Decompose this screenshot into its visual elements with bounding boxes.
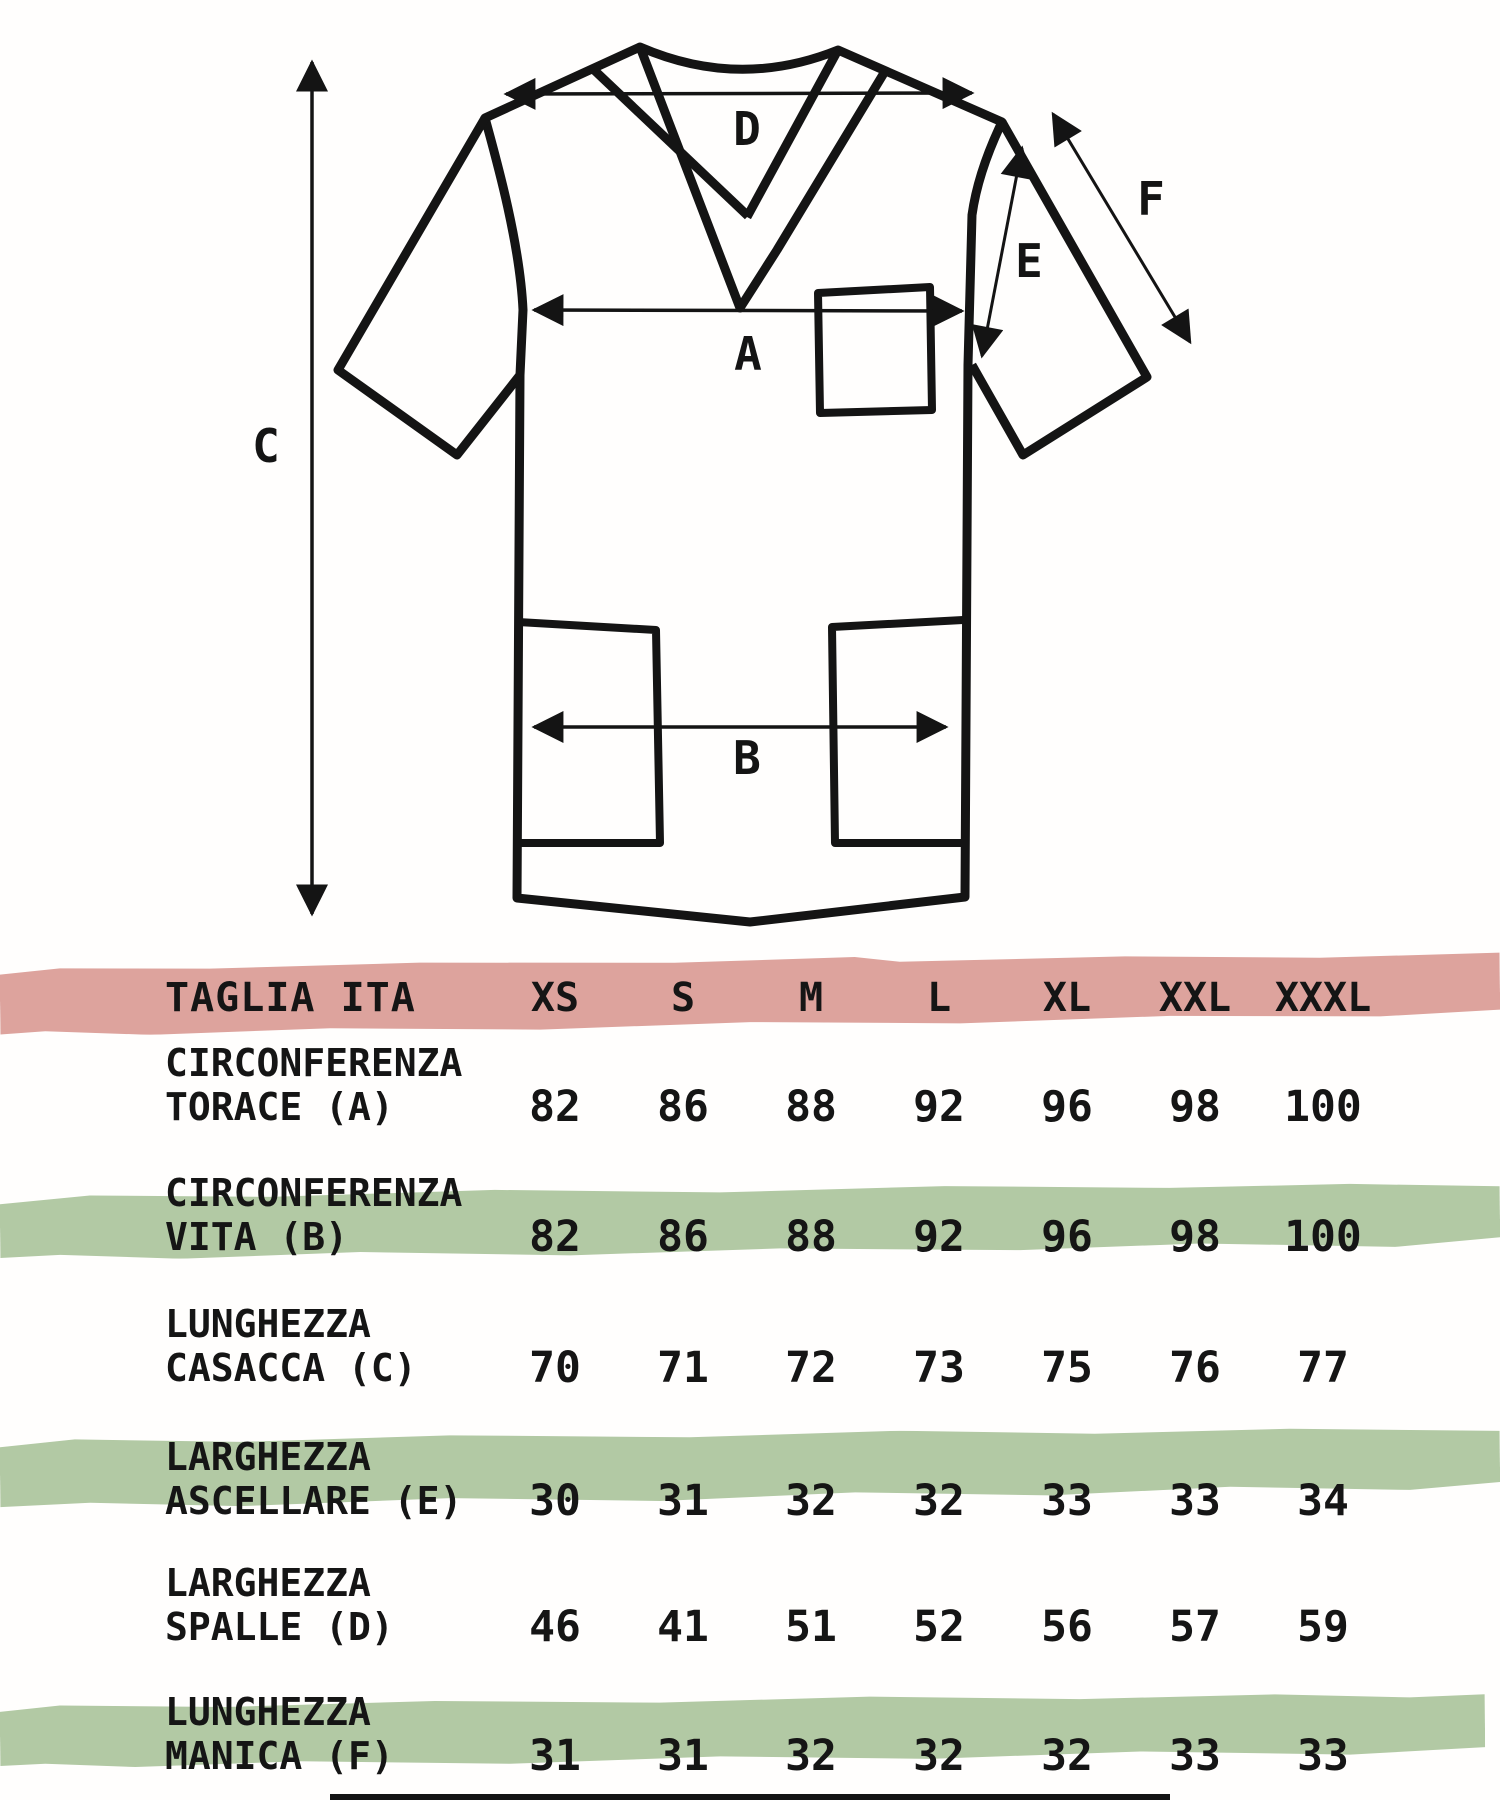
size-column-header: XXXL	[1274, 974, 1372, 1021]
size-column-header: S	[670, 974, 696, 1021]
value-cell: 51	[785, 1602, 837, 1652]
table-header-label: TAGLIA ITA	[165, 974, 416, 1021]
value-cell: 59	[1297, 1602, 1349, 1652]
value-cell: 52	[913, 1602, 965, 1652]
table-row-spalle-d	[0, 1561, 1500, 1652]
value-cell: 98	[1169, 1082, 1221, 1132]
row-label-line2: SPALLE (D)	[165, 1605, 394, 1649]
value-cell: 100	[1284, 1212, 1362, 1262]
chest-pocket	[818, 287, 932, 413]
value-cell: 31	[657, 1731, 709, 1781]
value-cell: 75	[1041, 1343, 1093, 1393]
label-sleeve-F: F	[1137, 172, 1165, 226]
value-cell: 98	[1169, 1212, 1221, 1262]
value-cell: 100	[1284, 1082, 1362, 1132]
size-column-header: XL	[1042, 974, 1092, 1021]
value-cell: 86	[657, 1212, 709, 1262]
size-column-header: XXL	[1158, 974, 1232, 1021]
size-column-header: XS	[530, 974, 580, 1021]
value-cell: 31	[529, 1731, 581, 1781]
row-label-line2: CASACCA (C)	[165, 1346, 417, 1390]
table-row-torace-a	[0, 1041, 1500, 1132]
label-chest-A: A	[734, 327, 762, 381]
waist-pocket-right	[832, 620, 963, 843]
waist-pocket-left	[517, 622, 660, 843]
value-cell: 86	[657, 1082, 709, 1132]
row-label-line1: CIRCONFERENZA	[165, 1171, 463, 1215]
value-cell: 70	[529, 1343, 581, 1393]
value-cell: 88	[785, 1212, 837, 1262]
value-cell: 73	[913, 1343, 965, 1393]
value-cell: 46	[529, 1602, 581, 1652]
value-cell: 72	[785, 1343, 837, 1393]
value-cell: 71	[657, 1343, 709, 1393]
row-label-line1: CIRCONFERENZA	[165, 1041, 463, 1085]
value-cell: 34	[1297, 1476, 1349, 1526]
value-cell: 82	[529, 1212, 581, 1262]
row-label-line1: LARGHEZZA	[165, 1435, 371, 1479]
row-label-line2: VITA (B)	[165, 1215, 349, 1259]
left-sleeve	[338, 118, 520, 455]
value-cell: 32	[785, 1731, 837, 1781]
value-cell: 33	[1169, 1476, 1221, 1526]
bottom-crop-line	[330, 1794, 1170, 1800]
tunic-body-outline	[485, 47, 1002, 922]
row-label-line1: LUNGHEZZA	[165, 1690, 371, 1734]
value-cell: 96	[1041, 1212, 1093, 1262]
value-cell: 57	[1169, 1602, 1221, 1652]
row-label-line2: ASCELLARE (E)	[165, 1479, 463, 1523]
table-row-casacca-c	[0, 1302, 1500, 1393]
size-column-header: M	[798, 974, 824, 1021]
value-cell: 92	[913, 1212, 965, 1262]
value-cell: 30	[529, 1476, 581, 1526]
value-cell: 33	[1297, 1731, 1349, 1781]
arrow-chest-A	[534, 310, 962, 311]
row-label-line2: TORACE (A)	[165, 1085, 394, 1129]
collar-left-inner-edge	[592, 68, 748, 216]
row-label-line2: MANICA (F)	[165, 1734, 394, 1778]
table-header-row	[0, 961, 1500, 1034]
value-cell: 32	[785, 1476, 837, 1526]
value-cell: 32	[913, 1476, 965, 1526]
value-cell: 33	[1041, 1476, 1093, 1526]
table-row-ascellare-e	[0, 1435, 1500, 1526]
value-cell: 88	[785, 1082, 837, 1132]
table-row-manica-f	[0, 1690, 1500, 1781]
right-sleeve	[972, 122, 1147, 455]
label-waist-B: B	[733, 731, 761, 785]
row-label-line1: LARGHEZZA	[165, 1561, 371, 1605]
label-length-C: C	[252, 419, 280, 473]
value-cell: 92	[913, 1082, 965, 1132]
row-label-line1: LUNGHEZZA	[165, 1302, 371, 1346]
value-cell: 31	[657, 1476, 709, 1526]
value-cell: 96	[1041, 1082, 1093, 1132]
arrow-shoulder-D	[506, 93, 972, 94]
value-cell: 56	[1041, 1602, 1093, 1652]
table-row-vita-b	[0, 1171, 1500, 1262]
size-column-header: L	[926, 974, 952, 1021]
arrow-sleeve-F	[1053, 114, 1190, 342]
value-cell: 32	[1041, 1731, 1093, 1781]
value-cell: 32	[913, 1731, 965, 1781]
value-cell: 33	[1169, 1731, 1221, 1781]
value-cell: 76	[1169, 1343, 1221, 1393]
label-shoulder-D: D	[733, 102, 761, 156]
value-cell: 82	[529, 1082, 581, 1132]
value-cell: 77	[1297, 1343, 1349, 1393]
label-underarm-E: E	[1015, 234, 1043, 288]
value-cell: 41	[657, 1602, 709, 1652]
